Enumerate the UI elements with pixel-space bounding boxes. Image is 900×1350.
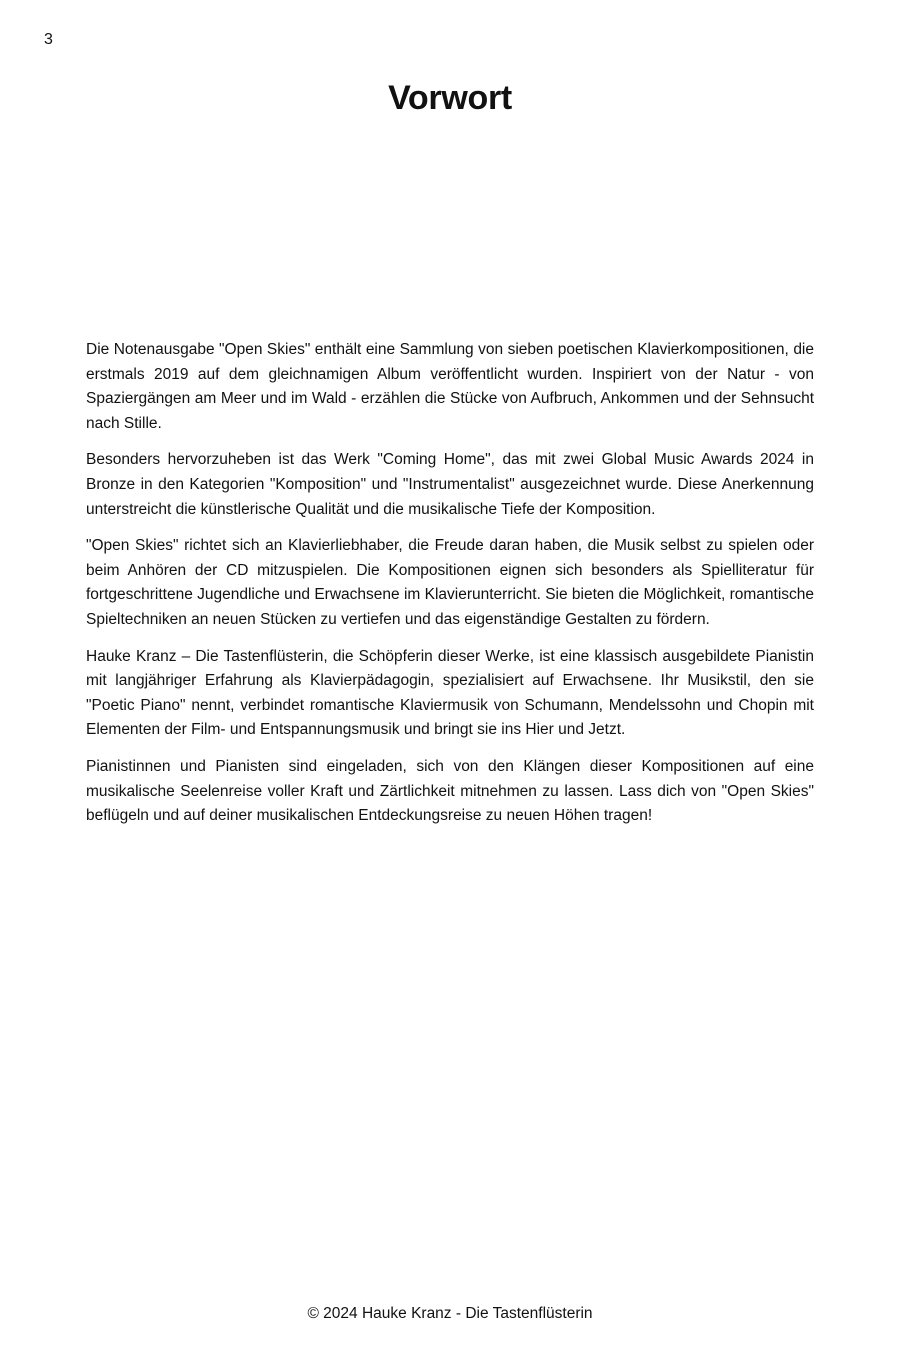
paragraph-intro: Die Notenausgabe "Open Skies" enthält eine Sammlung von sieben poetischen Klavierkompositionen, die erstmals 2019 auf dem gleichnamigen Album veröffentlicht wurden. Inspiriert von der Natur - von Spaziergängen am Meer und im Wald - erzählen die Stücke von Aufbruch, Ankommen und der Sehnsucht nach Stille.	[86, 341, 814, 432]
paragraph-invitation: Pianistinnen und Pianisten sind eingeladen, sich von den Klängen dieser Kompositionen auf eine musikalische Seelenreise voller Kraft und Zärtlichkeit mitnehmen zu lassen. Lass dich von "Open Skies" beflügeln und auf deiner musikalischen Entdeckungsreise zu neuen Höhen tragen!	[86, 757, 814, 825]
paragraph-award: Besonders hervorzuheben ist das Werk "Coming Home", das mit zwei Global Music Awards 2024 in Bronze in den Kategorien "Komposition" und "Instrumentalist" ausgezeichnet wurde. Diese Anerkennung unterstreicht die künstlerische Qualität und die musikalische Tiefe der Komposition.	[86, 451, 814, 518]
copyright-footer: © 2024 Hauke Kranz - Die Tastenflüsterin	[307, 1305, 593, 1322]
page-title: Vorwort	[388, 79, 512, 117]
paragraph-audience: "Open Skies" richtet sich an Klavierliebhaber, die Freude daran haben, die Musik selbst zu spielen oder beim Anhören der CD mitzuspielen. Die Kompositionen eignen sich besonders als Spielliteratur für fortgeschrittene Jugendliche und Erwachsene im Klavierunterricht. Sie bieten die Möglichkeit, romantische Spieltechniken an neuen Stücken zu vertiefen und das eigenständige Gestalten zu fördern.	[86, 537, 815, 628]
page-number: 3	[44, 31, 53, 48]
preface-body	[86, 338, 814, 841]
paragraph-composer: Hauke Kranz – Die Tastenflüsterin, die Schöpferin dieser Werke, ist eine klassisch ausgebildete Pianistin mit langjähriger Erfahrung als Klavierpädagogin, spezialisiert auf Erwachsene. Ihr Musikstil, den sie "Poetic Piano" nennt, verbindet romantische Klaviermusik von Schumann, Mendelssohn und Chopin mit Elementen der Film- und Entspannungsmusik und bringt sie ins Hier und Jetzt.	[86, 647, 814, 739]
